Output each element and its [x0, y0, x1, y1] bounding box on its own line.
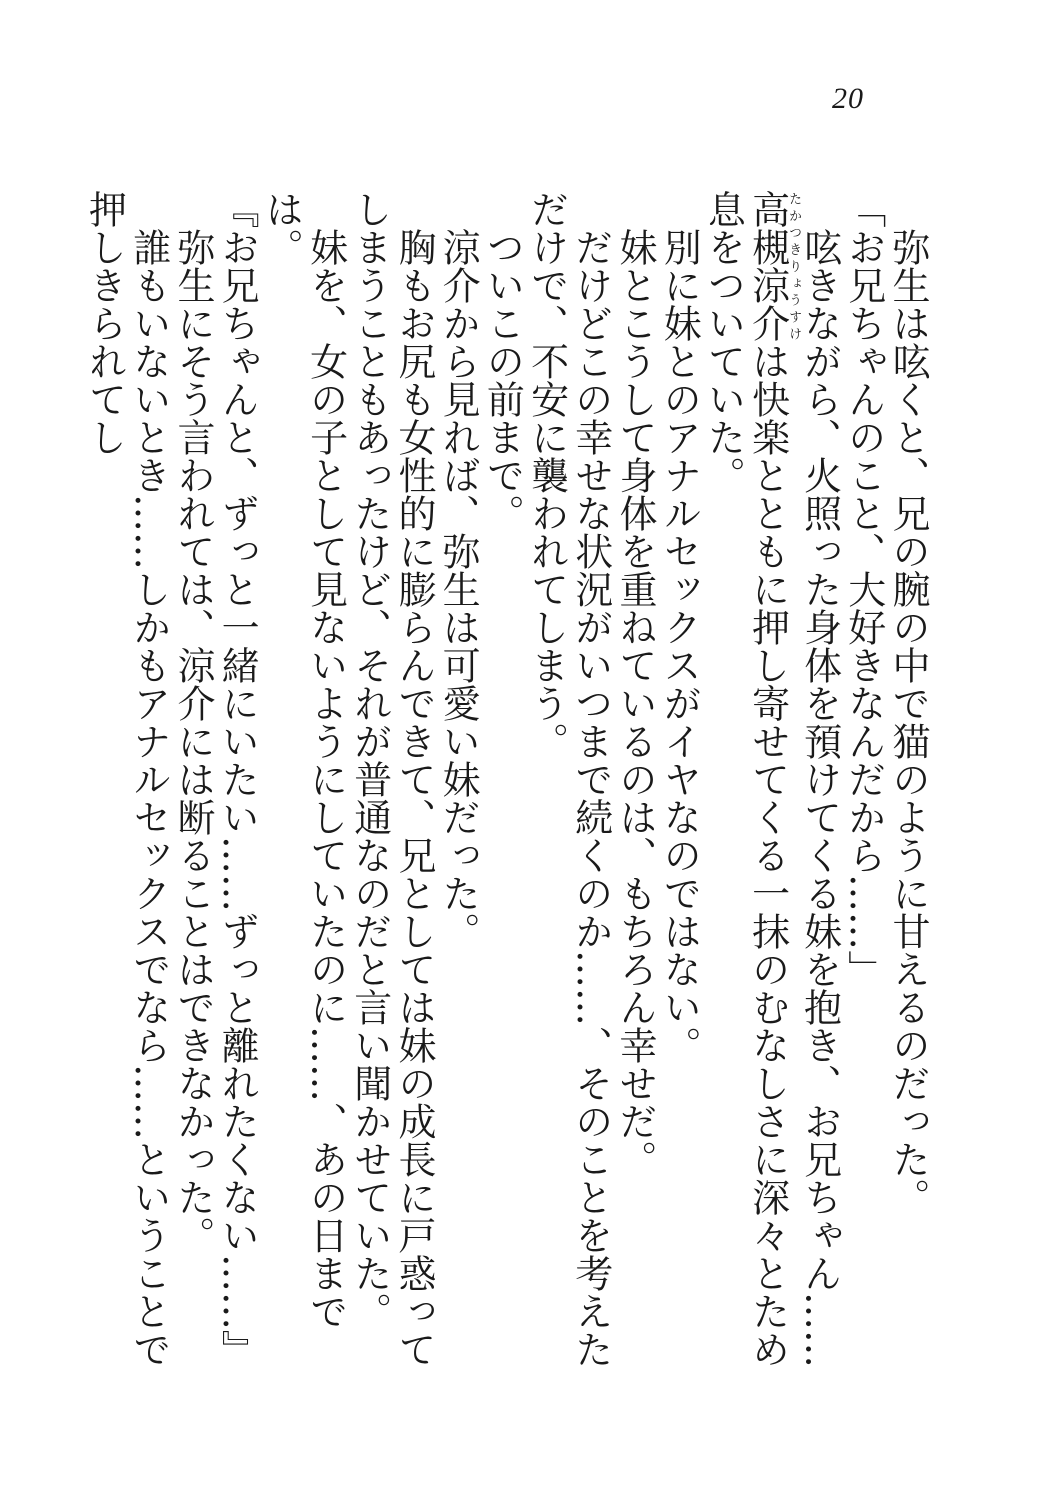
- paragraph: ついこの前まで。: [480, 228, 525, 532]
- paragraph: 「お兄ちゃんのこと、大好きなんだから……」: [841, 190, 886, 988]
- text-run: 呟きながら、火照った身体を預けてくる妹を抱き、お兄ちゃん……: [797, 228, 842, 1368]
- ruby-name: [745, 190, 802, 342]
- paragraph: 妹を、女の子として見ないようにしていたのに……、あの日までは。: [259, 190, 348, 1330]
- paragraph: [701, 190, 841, 1380]
- paragraph: だけどこの幸せな状況がいつまで続くのか……、そのことを考えただけで、不安に襲われてしまう。: [524, 190, 613, 1368]
- paragraph: 弥生は呟くと、兄の腕の中で猫のように甘えるのだった。: [886, 228, 930, 1216]
- ruby-base: 高槻涼介: [745, 190, 790, 342]
- paragraph: 妹とこうして身体を重ねているのは、もちろん幸せだ。: [612, 228, 657, 1178]
- paragraph: 胸もお尻も女性的に膨らんできて、兄としては妹の成長に戸惑ってしまうこともあったけど、それが普通なのだと言い聞かせていた。: [347, 190, 436, 1368]
- paragraph: 別に妹とのアナルセックスがイヤなのではない。: [657, 228, 702, 1064]
- body-text: [82, 190, 930, 1380]
- ruby-reading: たかつきりょうすけ: [786, 190, 802, 342]
- text-run: は快楽とともに押し寄せてくる一抹のむなしさに深々とため息をついていた。: [701, 190, 790, 1368]
- paragraph: 誰もいないとき……しかもアナルセックスでなら……ということで押しきられてし: [82, 190, 171, 1368]
- paragraph: 『お兄ちゃんと、ずっと一緒にいたい……ずっと離れたくない……』: [215, 190, 260, 1368]
- page-number: 20: [832, 82, 864, 115]
- paragraph: 弥生にそう言われては、涼介には断ることはできなかった。: [170, 228, 215, 1254]
- paragraph: 涼介から見れば、弥生は可愛い妹だった。: [436, 228, 481, 950]
